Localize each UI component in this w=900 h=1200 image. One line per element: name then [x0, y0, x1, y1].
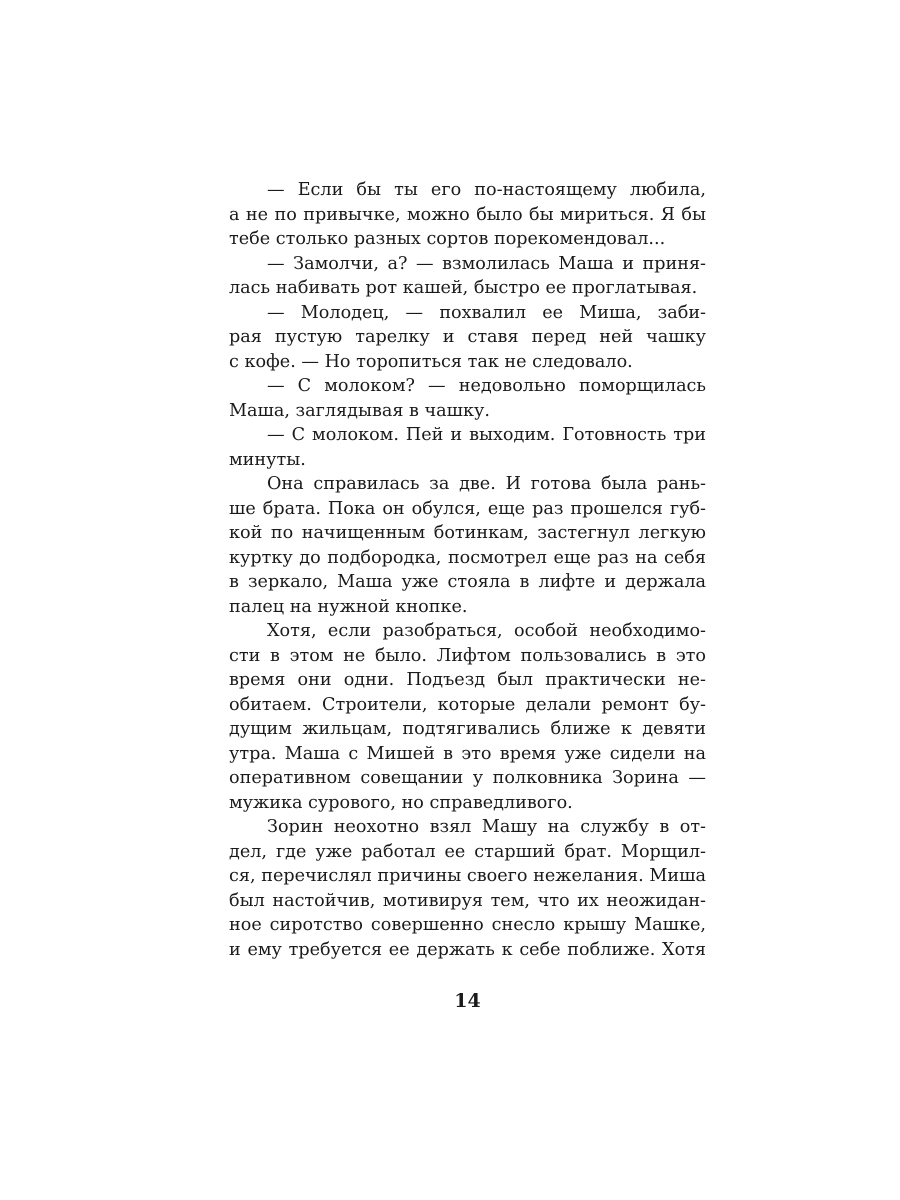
text-line: а не по привычке, можно было бы мириться. Я бы [229, 204, 706, 225]
text-line: — С молоком? — недовольно поморщилась [267, 376, 706, 396]
text-line: утра. Маша с Мишей в это время уже сидели на [229, 743, 706, 764]
text-line: дел, где уже работал ее старший брат. Морщил- [229, 841, 706, 862]
paragraph [229, 472, 706, 619]
text-line: — С молоком. Пей и выходим. Готовность три [267, 425, 706, 445]
text-line: обитаем. Строители, которые делали ремонт бу- [229, 694, 706, 715]
text-line: сти в этом не было. Лифтом пользовались в это [229, 645, 706, 666]
text-line: был настойчив, мотивируя тем, что их неожидан- [229, 890, 706, 911]
text-line: Маша, заглядывая в чашку. [229, 400, 490, 421]
paragraph [229, 374, 706, 423]
text-line: рая пустую тарелку и ставя перед ней чашку [229, 327, 706, 347]
text-line: — Молодец, — похвалил ее Миша, заби- [267, 302, 706, 323]
text-line: время они одни. Подъезд был практически не- [229, 670, 706, 690]
text-line: ся, перечислял причины своего нежелания. Миша [229, 866, 706, 886]
page-number: 14 [454, 990, 481, 1012]
text-line: куртку до подбородка, посмотрел еще раз на себя [229, 547, 706, 568]
paragraph [229, 178, 706, 252]
text-line: тебе столько разных сортов порекомендовал... [229, 229, 666, 249]
text-line: Зорин неохотно взял Машу на службу в от- [267, 817, 706, 837]
text-line: минуты. [229, 449, 306, 470]
body-text [229, 178, 706, 962]
text-line: лась набивать рот кашей, быстро ее проглатывая. [229, 278, 698, 298]
text-line: ное сиротство совершенно снесло крышу Машке, [229, 915, 706, 935]
text-line: дущим жильцам, подтягивались ближе к девяти [229, 719, 706, 739]
text-line: в зеркало, Маша уже стояла в лифте и держала [229, 572, 706, 592]
text-line: — Если бы ты его по-настоящему любила, [267, 180, 706, 200]
paragraph [229, 423, 706, 472]
text-line: кой по начищенным ботинкам, застегнул легкую [229, 523, 706, 543]
text-line: — Замолчи, а? — взмолилась Маша и приня- [267, 253, 706, 274]
text-line: Она справилась за две. И готова была рань- [267, 474, 706, 494]
paragraph [229, 252, 706, 301]
text-line: мужика сурового, но справедливого. [229, 792, 573, 813]
paragraph [229, 815, 706, 962]
text-line: оперативном совещании у полковника Зорина — [229, 768, 706, 788]
paragraph [229, 301, 706, 375]
text-line: ше брата. Пока он обулся, еще раз прошелся губ- [229, 498, 706, 519]
text-line: Хотя, если разобраться, особой необходимо- [267, 621, 706, 641]
text-line: с кофе. — Но торопиться так не следовало. [229, 351, 633, 372]
text-line: и ему требуется ее держать к себе поближе. Хотя [229, 939, 706, 960]
paragraph [229, 619, 706, 815]
text-line: палец на нужной кнопке. [229, 596, 468, 617]
